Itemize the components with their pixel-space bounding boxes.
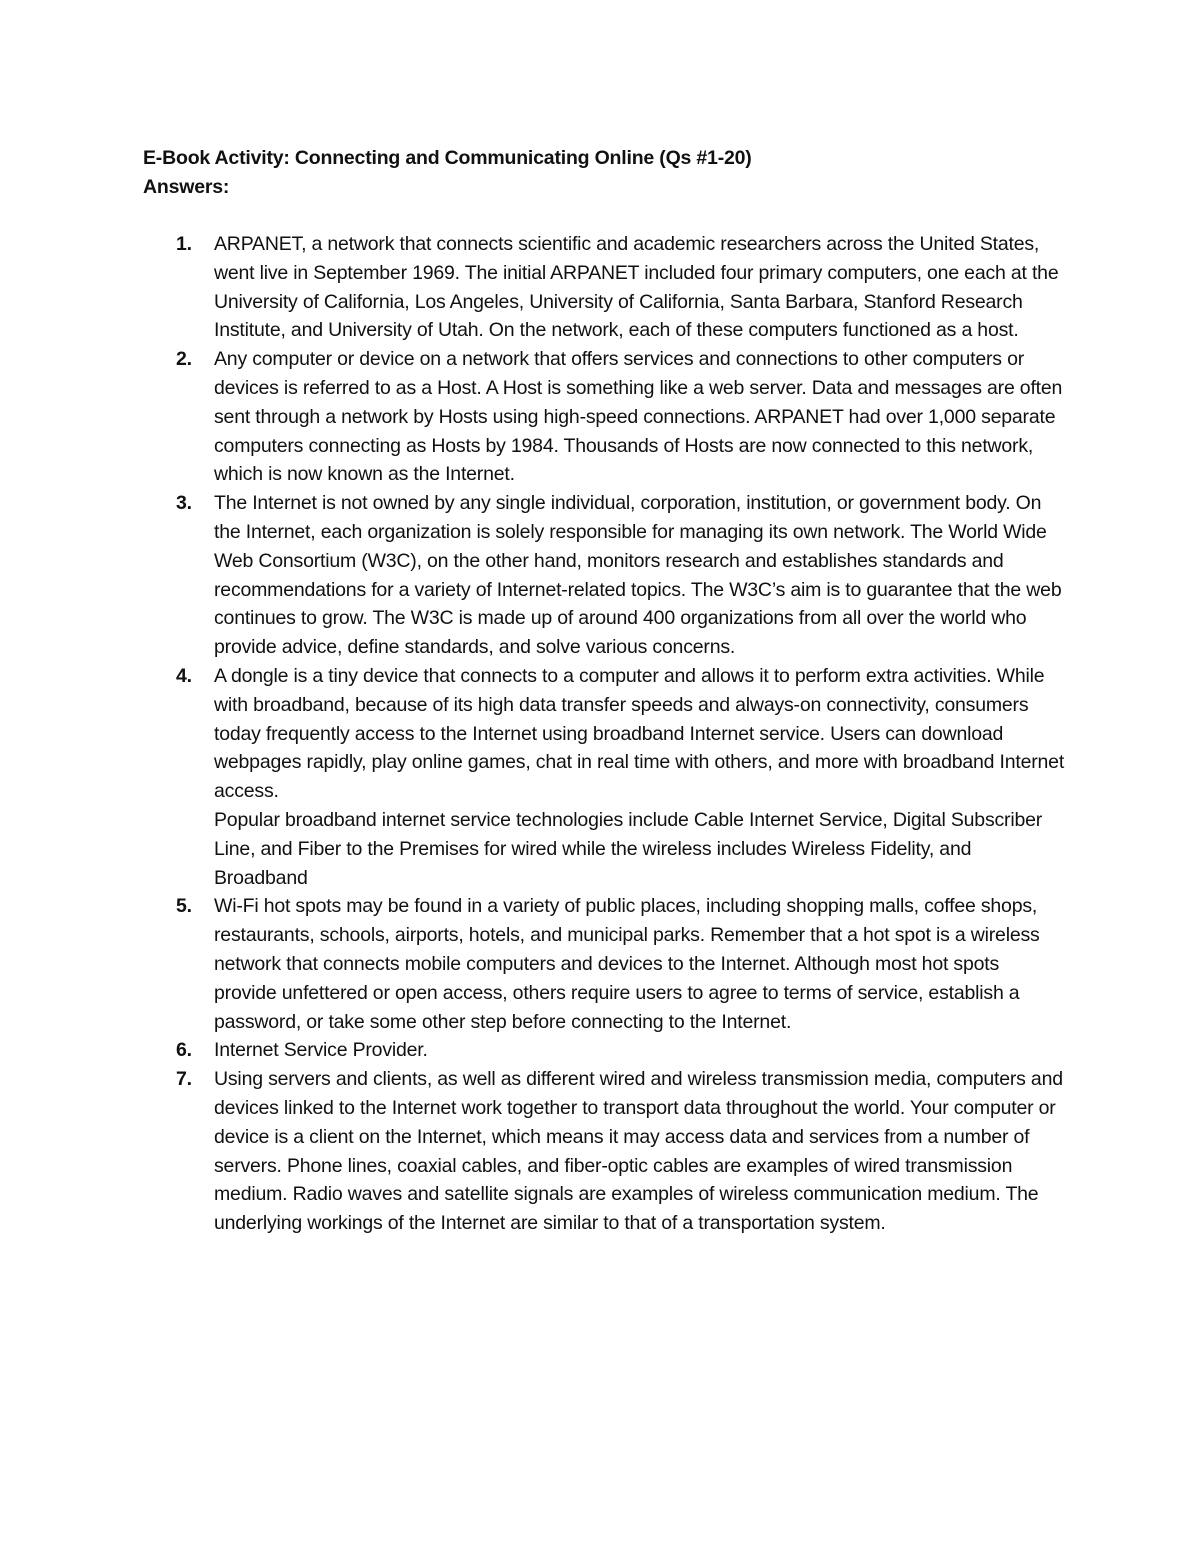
answer-text: Internet Service Provider. — [214, 1039, 428, 1062]
answer-item — [176, 892, 1066, 1036]
answer-text: Any computer or device on a network that offers services and connections to other computers or devices is referred to as a Host. A Host is something like a web server. Data and messages are often sent through a network by Hosts using high-speed connections. ARPANET had over 1,000 separate computers connecting as Hosts by 1984. Thousands of Hosts are now connected to this network, which is now known as the Internet. — [214, 348, 1063, 486]
answer-item — [176, 230, 1066, 345]
answer-number: 3. — [176, 492, 192, 515]
answers-heading: Answers: — [143, 176, 230, 198]
answer-item — [176, 489, 1066, 662]
answer-text: The Internet is not owned by any single individual, corporation, institution, or government body. On the Internet, each organization is solely responsible for managing its own network. The World Wide Web Consortium (W3C), on the other hand, monitors research and establishes standards and recommendations for a variety of Internet-related topics. The W3C’s aim is to guarantee that the web continues to grow. The W3C is made up of around 400 organizations from all over the world who provide advice, define standards, and solve various concerns. — [214, 492, 1062, 659]
answer-item — [176, 1065, 1066, 1238]
answer-number: 1. — [176, 233, 192, 255]
answer-number: 7. — [176, 1068, 192, 1091]
answer-number: 2. — [176, 348, 192, 371]
answer-number: 6. — [176, 1039, 192, 1062]
answer-item — [176, 345, 1066, 489]
answer-item — [176, 1036, 1066, 1065]
answer-text: Using servers and clients, as well as different wired and wireless transmission media, computers and devices linked to the Internet work together to transport data throughout the world. Your computer or device is a client on the Internet, which means it may access data and services from a number of servers. Phone lines, coaxial cables, and fiber-optic cables are examples of wired transmission medium. Radio waves and satellite signals are examples of wireless communication medium. The underlying workings of the Internet are similar to that of a transportation system. — [214, 1068, 1063, 1235]
answer-text-continued: Popular broadband internet service technologies include Cable Internet Service, Digital Subscriber Line, and Fiber to the Premises for wired while the wireless includes Wireless Fidelity, and Broadband — [214, 808, 1043, 889]
document-header — [143, 144, 1083, 202]
answer-text: Wi-Fi hot spots may be found in a variety of public places, including shopping malls, coffee shops, restaurants, schools, airports, hotels, and municipal parks. Remember that a hot spot is a wireless network that connects mobile computers and devices to the Internet. Although most hot spots provide unfettered or open access, others require users to agree to terms of service, establish a password, or take some other step before connecting to the Internet. — [214, 895, 1040, 1033]
answer-number: 4. — [176, 664, 192, 687]
answer-item — [176, 662, 1066, 892]
answer-list — [176, 230, 1066, 1238]
answer-number: 5. — [176, 895, 192, 918]
document-title: E-Book Activity: Connecting and Communicating Online (Qs #1-20) — [143, 147, 752, 169]
answer-text: ARPANET, a network that connects scientific and academic researchers across the United States, went live in September 1969. The initial ARPANET included four primary computers, one each at the University of California, Los Angeles, University of California, Santa Barbara, Stanford Research Institute, and University of Utah. On the network, each of these computers functioned as a host. — [214, 233, 1059, 342]
answer-text: A dongle is a tiny device that connects to a computer and allows it to perform extra activities. While with broadband, because of its high data transfer speeds and always-on connectivity, consumers today frequently access to the Internet using broadband Internet service. Users can download webpages rapidly, play online games, chat in real time with others, and more with broadband Internet access. — [214, 664, 1065, 803]
